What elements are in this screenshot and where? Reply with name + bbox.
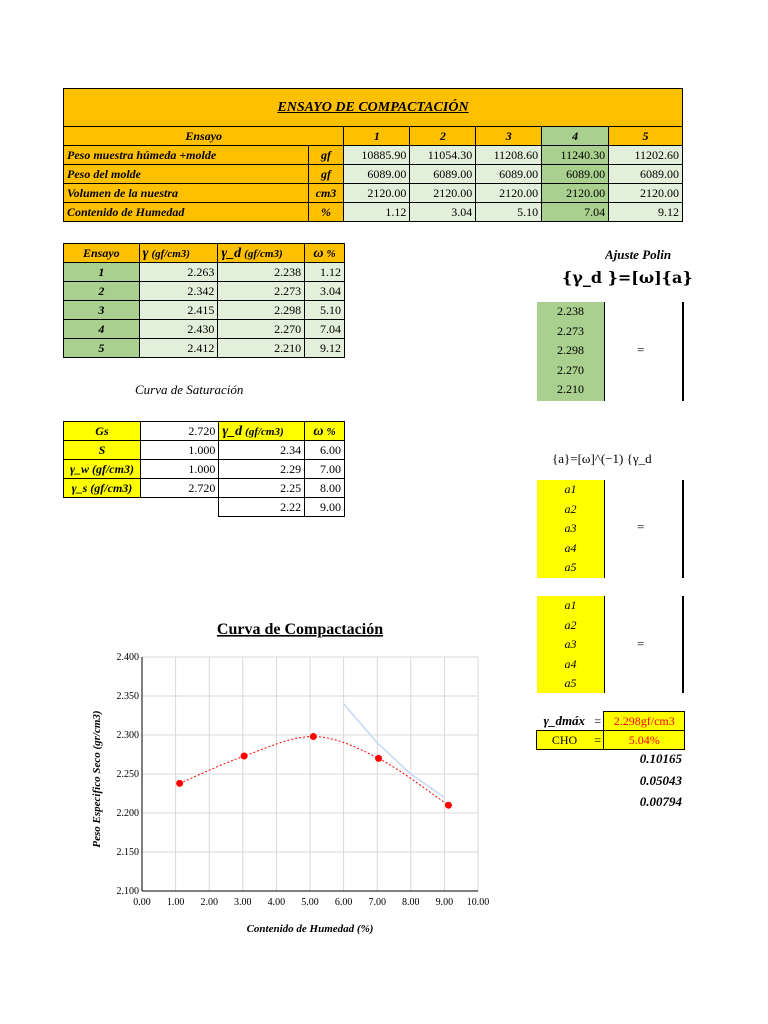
table-cell[interactable]: 2.29 (219, 460, 305, 479)
table-cell[interactable]: 2.25 (219, 479, 305, 498)
y-tick-label: 2.200 (116, 808, 139, 819)
row-label: Volumen de la nuestra (64, 184, 309, 203)
x-tick-label: 9.00 (435, 897, 454, 908)
table-cell[interactable]: 2.34 (219, 441, 305, 460)
sat-header: γ_d (gf/cm3) (219, 422, 305, 441)
table-cell[interactable]: 2.430 (139, 320, 218, 339)
param-label: γ_s (gf/cm3) (64, 479, 141, 498)
x-tick-label: 0.00 (133, 897, 151, 908)
y-tick-label: 2.300 (116, 730, 139, 741)
param-value[interactable]: 2.720 (140, 422, 218, 441)
row-label: Peso muestra húmeda +molde (64, 146, 309, 165)
matrix-bracket (682, 480, 684, 578)
table-cell[interactable]: 2.298 (218, 301, 305, 320)
table-title: ENSAYO DE COMPACTACIÓN (64, 89, 683, 127)
x-tick-label: 6.00 (334, 897, 353, 908)
chart-grid (142, 657, 478, 891)
cho-equals: = (592, 731, 604, 750)
summary-table (536, 711, 685, 750)
table-row-label: 4 (64, 320, 140, 339)
table-row-label: 3 (64, 301, 140, 320)
table-cell[interactable]: 2.342 (139, 282, 218, 301)
table-cell[interactable]: 6.00 (305, 441, 345, 460)
x-tick-label: 1.00 (166, 897, 185, 908)
test-number: 2 (410, 127, 476, 146)
table-cell[interactable]: 2.270 (218, 320, 305, 339)
y-tick-label: 2.350 (116, 691, 139, 702)
test-number: 4 (542, 127, 609, 146)
results-table (63, 243, 345, 358)
data-point (310, 733, 317, 740)
param-label: S (64, 441, 141, 460)
cho-label: CHO (537, 731, 593, 750)
results-header: Ensayo (64, 244, 140, 263)
table-cell[interactable]: 10885.90 (344, 146, 410, 165)
x-axis-label: Contenido de Humedad (%) (246, 923, 374, 935)
polynomial-title: Ajuste Polin (605, 247, 672, 262)
vector-cell: a4 (564, 540, 577, 555)
table-cell[interactable]: 7.04 (305, 320, 345, 339)
coef-value: 0.10165 (639, 751, 682, 766)
row-unit: % (308, 203, 344, 222)
results-header: γ_d (gf/cm3) (218, 244, 305, 263)
saturation-table (63, 421, 345, 517)
results-header: ω % (305, 244, 345, 263)
row-label: Peso del molde (64, 165, 309, 184)
matrix-bracket (682, 302, 684, 401)
table-cell[interactable]: 2.263 (139, 263, 218, 282)
vector-cell: a5 (564, 560, 577, 575)
table-cell[interactable]: 6089.00 (410, 165, 476, 184)
a-vector (537, 596, 605, 693)
compaction-chart (80, 610, 500, 950)
chart-axes (117, 652, 490, 908)
table-cell[interactable]: 11202.60 (609, 146, 683, 165)
param-value[interactable]: 1.000 (140, 441, 218, 460)
coef-value: 0.00794 (639, 794, 682, 809)
ensayo-header: Ensayo (64, 127, 344, 146)
table-cell[interactable]: 2.238 (218, 263, 305, 282)
table-cell[interactable]: 2.22 (219, 498, 305, 517)
table-cell[interactable]: 6089.00 (542, 165, 609, 184)
table-cell[interactable]: 2.273 (218, 282, 305, 301)
table-cell[interactable]: 7.00 (305, 460, 345, 479)
vector-cell: 2.270 (557, 362, 584, 377)
data-point (241, 753, 248, 760)
results-header: γ (gf/cm3) (139, 244, 218, 263)
equals-sign: = (637, 636, 645, 651)
gamma-vector (537, 302, 605, 401)
table-cell[interactable]: 1.12 (344, 203, 410, 222)
vector-cell: a5 (564, 676, 577, 691)
test-number: 3 (476, 127, 542, 146)
table-cell[interactable]: 2120.00 (542, 184, 609, 203)
saturation-title: Curva de Saturación (135, 382, 244, 397)
param-value[interactable]: 2.720 (140, 479, 218, 498)
param-value[interactable]: 1.000 (140, 460, 218, 479)
table-cell[interactable]: 2.412 (139, 339, 218, 358)
y-tick-label: 2.250 (116, 769, 139, 780)
table-cell[interactable]: 2120.00 (344, 184, 410, 203)
chart-title: Curva de Compactación (216, 621, 384, 638)
row-unit: gf (308, 165, 344, 184)
saturation-line (344, 704, 445, 798)
a-vector (537, 480, 605, 578)
polynomial-equation: {γ_d }=[ω]{a} (562, 268, 693, 287)
table-cell[interactable]: 3.04 (305, 282, 345, 301)
matrix-bracket (682, 596, 684, 693)
row-label: Contenido de Humedad (64, 203, 309, 222)
coef-value: 0.05043 (639, 773, 682, 788)
table-cell[interactable]: 2.210 (218, 339, 305, 358)
table-cell[interactable]: 2120.00 (410, 184, 476, 203)
y-axis-label: Peso Especifico Seco (gr/cm3) (91, 710, 103, 848)
vector-cell: a3 (564, 637, 577, 652)
table-cell[interactable]: 9.12 (305, 339, 345, 358)
vector-cell: 2.273 (557, 323, 584, 338)
data-point (375, 755, 382, 762)
x-tick-label: 8.00 (402, 897, 420, 908)
x-tick-label: 3.00 (234, 897, 252, 908)
sat-header: ω % (305, 422, 345, 441)
table-cell[interactable]: 11240.30 (542, 146, 609, 165)
vector-cell: a3 (564, 521, 577, 536)
a-equation: {a}=[ω]^(−1) {γ_d (552, 451, 652, 466)
vector-cell: a1 (564, 482, 577, 496)
table-cell[interactable]: 9.00 (305, 498, 345, 517)
table-cell[interactable]: 2120.00 (609, 184, 683, 203)
param-label: γ_w (gf/cm3) (64, 460, 141, 479)
table-row-label: 5 (64, 339, 140, 358)
test-number: 5 (609, 127, 683, 146)
table-cell[interactable]: 11054.30 (410, 146, 476, 165)
y-tick-label: 2.400 (116, 652, 139, 663)
gdmax-value[interactable]: 2.298gf/cm3 (604, 712, 685, 731)
vector-cell: a2 (564, 501, 577, 516)
table-cell[interactable]: 2120.00 (476, 184, 542, 203)
vector-cell: 2.210 (557, 382, 584, 397)
vector-cell: a4 (564, 656, 577, 671)
param-label: Gs (64, 422, 141, 441)
table-cell[interactable]: 7.04 (542, 203, 609, 222)
table-cell[interactable]: 5.10 (476, 203, 542, 222)
vector-cell: a2 (564, 617, 577, 632)
equals-sign: = (637, 342, 645, 357)
gdmax-label: γ_dmáx (537, 712, 593, 731)
equals-sign: = (637, 519, 645, 534)
gdmax-equals: = (592, 712, 604, 731)
x-tick-label: 7.00 (368, 897, 386, 908)
data-point (445, 802, 452, 809)
table-cell[interactable]: 6089.00 (344, 165, 410, 184)
x-tick-label: 2.00 (200, 897, 218, 908)
row-unit: cm3 (308, 184, 344, 203)
table-row-label: 1 (64, 263, 140, 282)
table-cell[interactable]: 1.12 (305, 263, 345, 282)
table-cell[interactable]: 6089.00 (609, 165, 683, 184)
table-row-label: 2 (64, 282, 140, 301)
table-cell[interactable]: 8.00 (305, 479, 345, 498)
x-tick-label: 5.00 (301, 897, 319, 908)
x-tick-label: 4.00 (267, 897, 286, 908)
vector-cell: a1 (564, 598, 577, 612)
vector-cell: 2.238 (557, 304, 584, 318)
table-cell[interactable]: 3.04 (410, 203, 476, 222)
y-tick-label: 2.150 (116, 847, 139, 858)
compaction-table (63, 88, 683, 222)
table-cell[interactable]: 11208.60 (476, 146, 542, 165)
vector-cell: 2.298 (557, 343, 584, 358)
row-unit: gf (308, 146, 344, 165)
table-cell[interactable]: 6089.00 (476, 165, 542, 184)
x-tick-label: 10.00 (466, 897, 490, 908)
y-tick-label: 2.100 (116, 886, 139, 897)
table-cell[interactable]: 2.415 (139, 301, 218, 320)
table-cell[interactable]: 9.12 (609, 203, 683, 222)
data-point (176, 780, 183, 787)
test-number: 1 (344, 127, 410, 146)
table-cell[interactable]: 5.10 (305, 301, 345, 320)
cho-value[interactable]: 5.04% (604, 731, 685, 750)
